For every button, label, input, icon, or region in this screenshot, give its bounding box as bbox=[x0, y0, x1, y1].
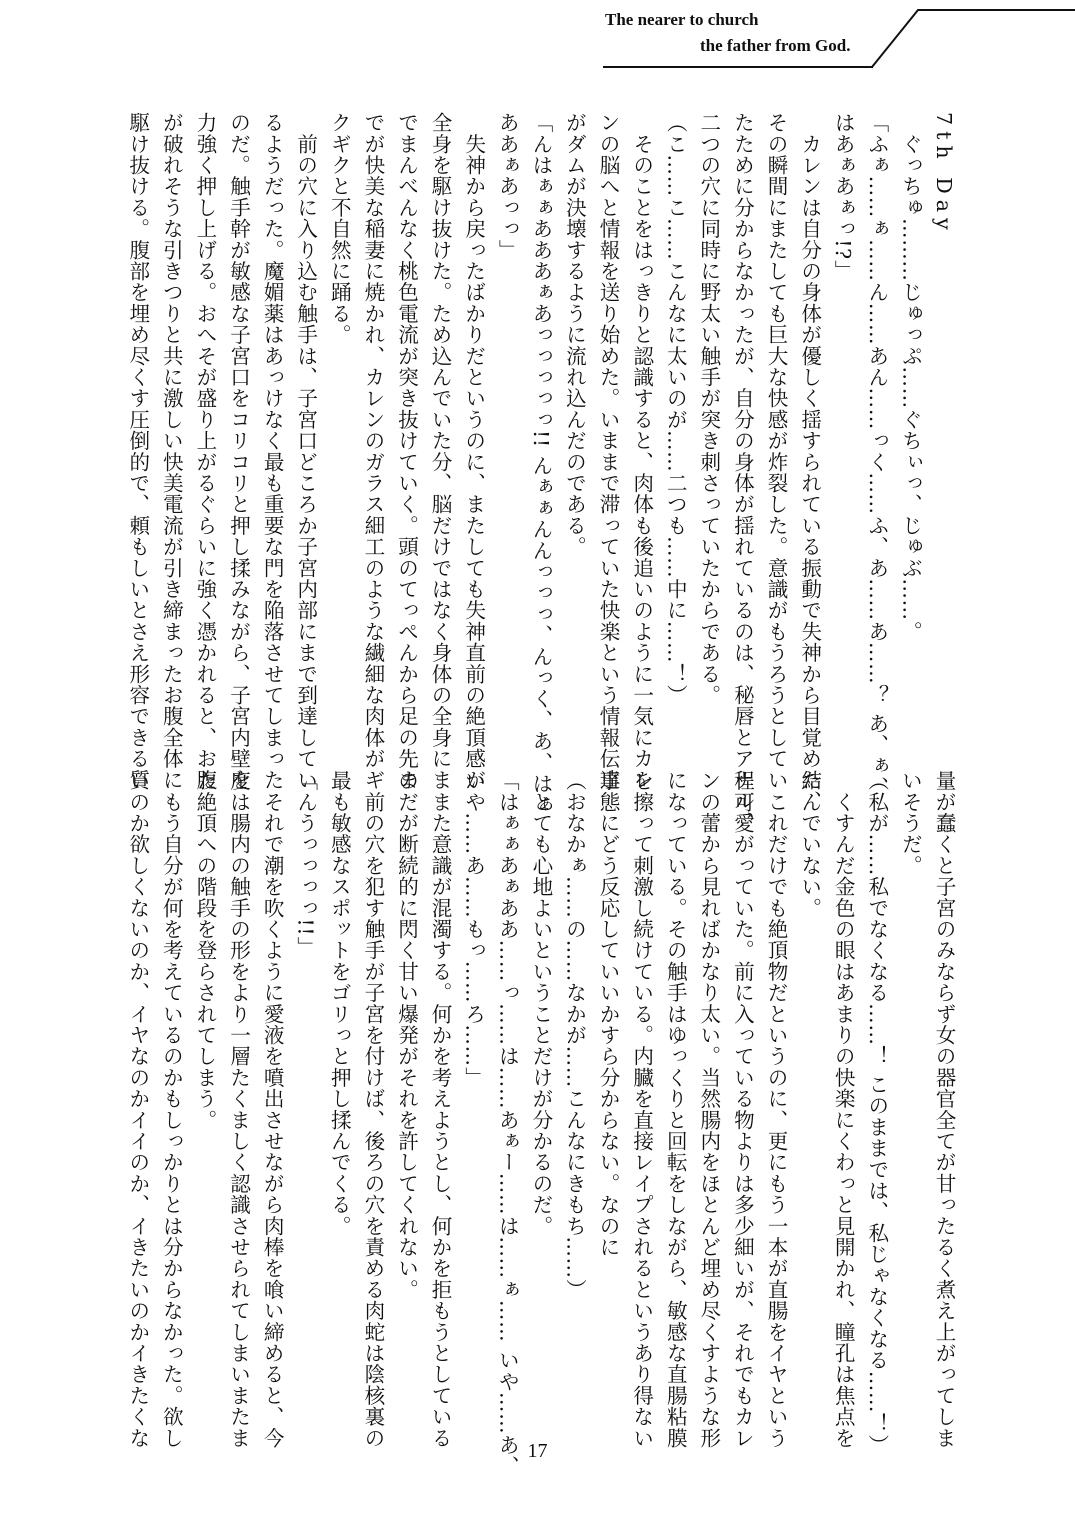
text-line: たために分からなかったが、自分の身体が揺れているのは、秘唇とアナル、 bbox=[730, 112, 755, 833]
text-line: のだが断続的に閃く甘い爆発がそれを許してくれない。 bbox=[394, 770, 419, 1300]
text-line: そのことをはっきりと認識すると、肉体も後追いのように一気にカレ bbox=[629, 112, 654, 791]
text-line: また意識が混濁する。何かを考えようとし、何かを拒もうとしている bbox=[428, 770, 453, 1449]
text-line: 全身を駆け抜けた。ため込んでいた分、脳だけではなく身体の全身にま bbox=[428, 112, 453, 791]
text-line: いや……あ……もっ……ろ……」 bbox=[461, 770, 486, 1088]
text-line: カレンは自分の身体が優しく揺すられている振動で失神から目覚めた、 bbox=[797, 112, 822, 812]
text-line: 事態にどう反応していいかすら分からない。なのに bbox=[596, 770, 621, 1258]
text-line: とても心地よいということだけが分かるのだ。 bbox=[528, 770, 553, 1237]
text-line: になっている。その触手はゆっくりと回転をしながら、敏感な直腸粘膜 bbox=[663, 770, 688, 1449]
header-title-line1: The nearer to church bbox=[605, 10, 759, 29]
text-line: 二つの穴に同時に野太い触手が突き刺さっていたからである。 bbox=[696, 112, 721, 706]
text-line: 「んはぁぁあああぁあっっっっっ!! んぁぁんんっっっ、んっく、あ、はぁ bbox=[528, 112, 553, 816]
text-line: ンの蕾から見ればかなり太い。当然腸内をほとんど埋め尽くすような形 bbox=[696, 770, 721, 1449]
text-line: ンの脳へと情報を送り始めた。いままで滞っていた快楽という情報伝達 bbox=[596, 112, 621, 791]
text-line: それで潮を吹くように愛液を噴出させながら肉棒を喰い締めると、今 bbox=[260, 770, 285, 1449]
text-line: （私が……私でなくなる……！ このままでは、私じゃなくなる……！） bbox=[864, 770, 889, 1456]
text-line: 力強く押し上げる。おへそが盛り上がるぐらいに強く憑かれると、お腹 bbox=[192, 112, 217, 791]
text-line: 駆け抜ける。腹部を埋め尽くす圧倒的で、頼もしいとさえ形容できる質 bbox=[125, 112, 150, 791]
text-line: （おなかぁ……の……なかが……こんなにきもち……） bbox=[562, 770, 587, 1300]
text-line: もう自分が何を考えているのかもしっかりとは分からなかった。欲し bbox=[159, 770, 184, 1449]
text-line: 前の穴に入り込む触手は、子宮口どころか子宮内部にまで到達してい bbox=[293, 112, 318, 791]
text-line: くすんだ金色の眼はあまりの快楽にくわっと見開かれ、瞳孔は焦点を bbox=[831, 770, 856, 1449]
text-line: クギクと不自然に踊る。 bbox=[327, 112, 352, 346]
text-line: はあぁあぁっ!?」 bbox=[831, 112, 856, 281]
text-line: その瞬間にまたしても巨大な快感が炸裂した。意識がもうろうとしてい bbox=[764, 112, 789, 791]
text-line: いのか欲しくないのか、イヤなのかイイのか、イきたいのかイきたくな bbox=[125, 770, 150, 1449]
text-line: 結んでいない。 bbox=[797, 770, 822, 919]
text-line: ぐっちゅ………じゅっぷ……ぐちぃっ、じゅぶ……。 bbox=[898, 112, 923, 642]
text-line: を擦って刺激し続けている。内臓を直接レイプされるというあり得ない bbox=[629, 770, 654, 1449]
text-line: のだ。触手幹が敏感な子宮口をコリコリと押し揉みながら、子宮内壁を bbox=[226, 112, 251, 791]
text-line: がダムが決壊するように流れ込んだのである。 bbox=[562, 112, 587, 558]
page-number: 17 bbox=[527, 1440, 548, 1462]
text-line: でが快美な稲妻に焼かれ、カレンのガラス細工のような繊細な肉体がギ bbox=[360, 112, 385, 791]
text-line: が破れそうな引きつりと共に激しい快美電流が引き締まったお腹全体に bbox=[159, 112, 184, 791]
text-line: るようだった。魔媚薬はあっけなく最も重要な門を陥落させてしまった bbox=[260, 112, 285, 791]
text-line: 量が蠢くと子宮のみならず女の器官全てが甘ったるく煮え上がってしま bbox=[932, 770, 956, 1449]
text-line: でまんべんなく桃色電流が突き抜けていく。頭のてっぺんから足の先ま bbox=[394, 112, 419, 791]
text-line: た絶頂への階段を登らされてしまう。 bbox=[192, 770, 217, 1131]
text-line: 7th Day bbox=[932, 112, 956, 236]
header-decoration bbox=[0, 0, 1075, 80]
header-title-line2: the father from God. bbox=[700, 36, 851, 55]
text-line: これだけでも絶頂物だというのに、更にもう一本が直腸をイヤという bbox=[764, 770, 789, 1449]
text-line: 「んうっっっっ!!」 bbox=[293, 770, 318, 958]
text-line: （こ……こ……こんなに太いのが……二つも……中に……！） bbox=[663, 112, 688, 706]
text-line: ああぁあっっ」 bbox=[495, 112, 520, 261]
text-line: 程可愛がっていた。前に入っている物よりは多少細いが、それでもカレ bbox=[730, 770, 755, 1449]
text-line: 失神から戻ったばかりだというのに、またしても失神直前の絶頂感が bbox=[461, 112, 486, 791]
text-line: 「ふぁ……ぁ……ん……あん……っく……ふ、あ……あ……？ あ、ぁ、 bbox=[864, 112, 889, 798]
text-line: 前の穴を犯す触手が子宮を付けば、後ろの穴を責める肉蛇は陰核裏の bbox=[360, 770, 385, 1449]
text-line: 最も敏感なスポットをゴリっと押し揉んでくる。 bbox=[327, 770, 352, 1237]
text-line: いそうだ。 bbox=[898, 770, 923, 876]
text-line: 度は腸内の触手の形をより一層たくましく認識させられてしまいまたま bbox=[226, 770, 251, 1449]
text-line: 「はぁぁあぁああ……っ……は……あぁー……は……ぁ…… いや……あ、 bbox=[495, 770, 520, 1477]
